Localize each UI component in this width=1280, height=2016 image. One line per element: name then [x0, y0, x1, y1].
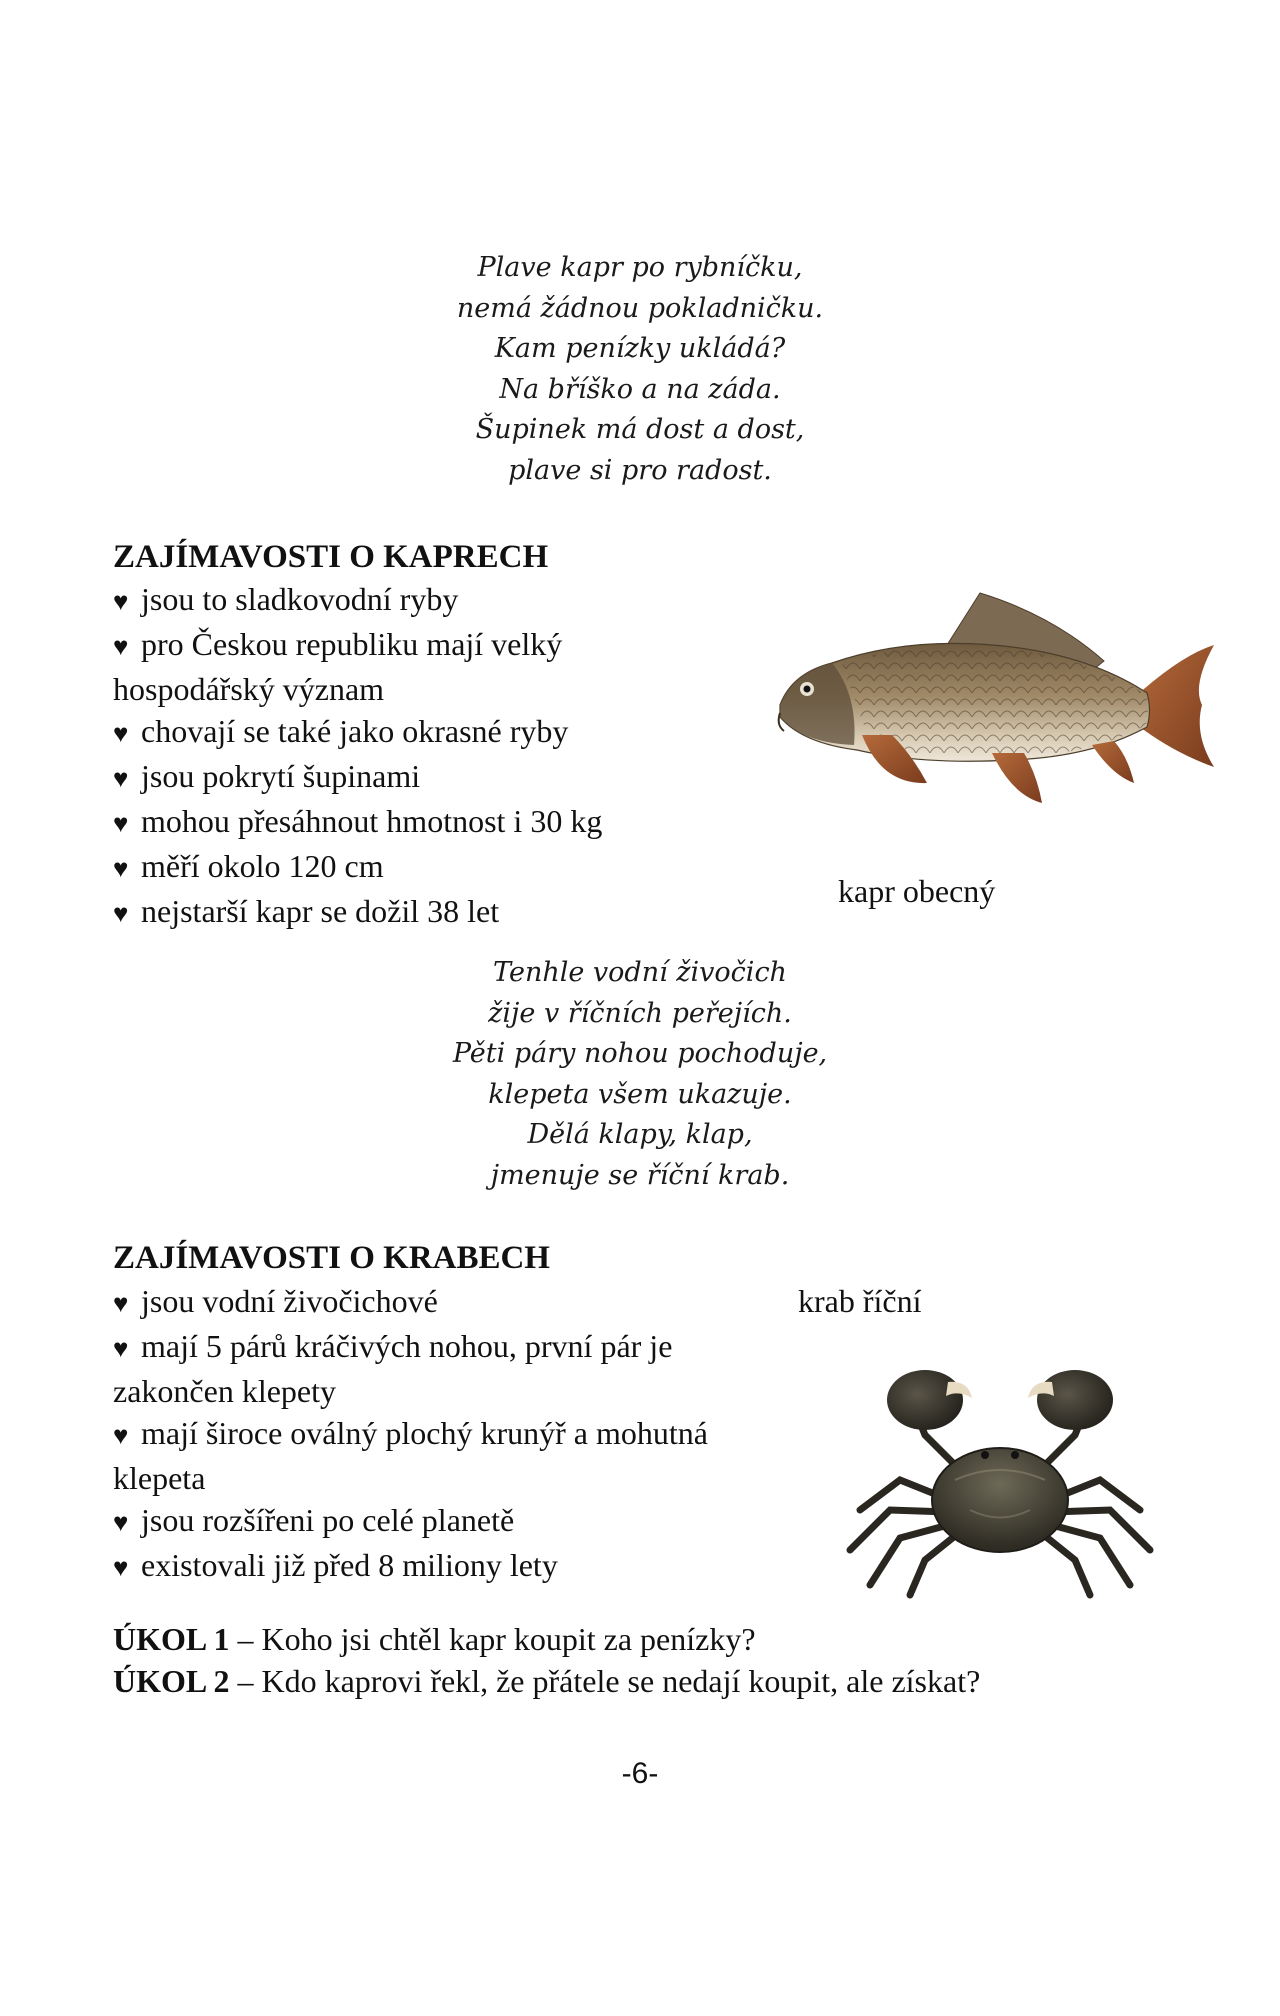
list-item: [113, 1280, 753, 1325]
list-item: [113, 890, 713, 935]
poem-line: Kam penízky ukládá?: [494, 333, 786, 364]
task-text: – Koho jsi chtěl kapr koupit za penízky?: [229, 1621, 756, 1657]
list-item-text: chovají se také jako okrasné ryby: [141, 713, 569, 749]
poem-line: Šupinek má dost a dost,: [475, 414, 805, 445]
task-label: ÚKOL 2: [113, 1663, 230, 1699]
poem-line: klepeta všem ukazuje.: [488, 1078, 792, 1110]
crab-illustration: [830, 1360, 1170, 1600]
list-item-text: pro Českou republiku mají velký hospodářský význam: [113, 626, 563, 707]
list-item-text: existovali již před 8 miliony lety: [141, 1547, 558, 1583]
list-item: [113, 1412, 753, 1499]
heart-icon: ♥: [113, 899, 129, 928]
list-item: [113, 755, 713, 800]
poem-line: jmenuje se říční krab.: [490, 1159, 790, 1191]
task-item: [113, 1660, 980, 1702]
heart-icon: ♥: [113, 1421, 129, 1450]
heart-icon: ♥: [113, 587, 129, 616]
list-item-text: jsou pokrytí šupinami: [141, 758, 421, 794]
heart-icon: ♥: [113, 1334, 129, 1363]
carp-facts-list: [113, 578, 713, 935]
poem-line: nemá žádnou pokladničku.: [456, 292, 824, 324]
poem-line: plave si pro radost.: [508, 454, 772, 486]
list-item: [113, 578, 713, 623]
task-item: [113, 1618, 980, 1660]
page-number: -6-: [621, 1757, 659, 1790]
crab-poem: [0, 953, 1280, 1196]
poem-line: Tenhle vodní živočich: [493, 957, 787, 988]
poem-line: žije v říčních peřejích.: [488, 997, 792, 1029]
heart-icon: ♥: [113, 809, 129, 838]
list-item: [113, 1544, 753, 1589]
poem-line: Na bříško a na záda.: [499, 373, 781, 405]
list-item: [113, 1499, 753, 1544]
poem-line: Dělá klapy, klap,: [527, 1119, 753, 1150]
carp-caption: kapr obecný: [838, 873, 996, 909]
list-item-text: mají 5 párů kráčivých nohou, první pár je zakončen klepety: [113, 1328, 673, 1409]
list-item: [113, 800, 713, 845]
heart-icon: ♥: [113, 1508, 129, 1537]
carp-poem: [0, 248, 1280, 491]
list-item-text: jsou vodní živočichové: [141, 1283, 438, 1319]
carp-heading: ZAJÍMAVOSTI O KAPRECH: [113, 539, 549, 575]
list-item: [113, 1325, 753, 1412]
tasks: [113, 1618, 980, 1702]
heart-icon: ♥: [113, 764, 129, 793]
heart-icon: ♥: [113, 1289, 129, 1318]
list-item: [113, 845, 713, 890]
list-item-text: měří okolo 120 cm: [141, 848, 384, 884]
crab-heading: ZAJÍMAVOSTI O KRABECH: [113, 1240, 550, 1276]
task-text: – Kdo kaprovi řekl, že přátele se nedají koupit, ale získat?: [229, 1663, 981, 1699]
list-item-text: jsou rozšířeni po celé planetě: [141, 1502, 515, 1538]
heart-icon: ♥: [113, 854, 129, 883]
heart-icon: ♥: [113, 632, 129, 661]
list-item-text: mají široce oválný plochý krunýř a mohutná klepeta: [113, 1415, 708, 1496]
list-item: [113, 623, 713, 710]
poem-line: Pěti páry nohou pochoduje,: [452, 1038, 828, 1069]
list-item-text: mohou přesáhnout hmotnost i 30 kg: [141, 803, 603, 839]
carp-fish-illustration: [762, 585, 1222, 815]
list-item: [113, 710, 713, 755]
heart-icon: ♥: [113, 1553, 129, 1582]
list-item-text: nejstarší kapr se dožil 38 let: [141, 893, 500, 929]
task-label: ÚKOL 1: [113, 1621, 230, 1657]
crab-caption: krab říční: [798, 1283, 922, 1319]
list-item-text: jsou to sladkovodní ryby: [141, 581, 459, 617]
heart-icon: ♥: [113, 719, 129, 748]
poem-line: Plave kapr po rybníčku,: [477, 252, 803, 283]
crab-facts-list: [113, 1280, 753, 1589]
